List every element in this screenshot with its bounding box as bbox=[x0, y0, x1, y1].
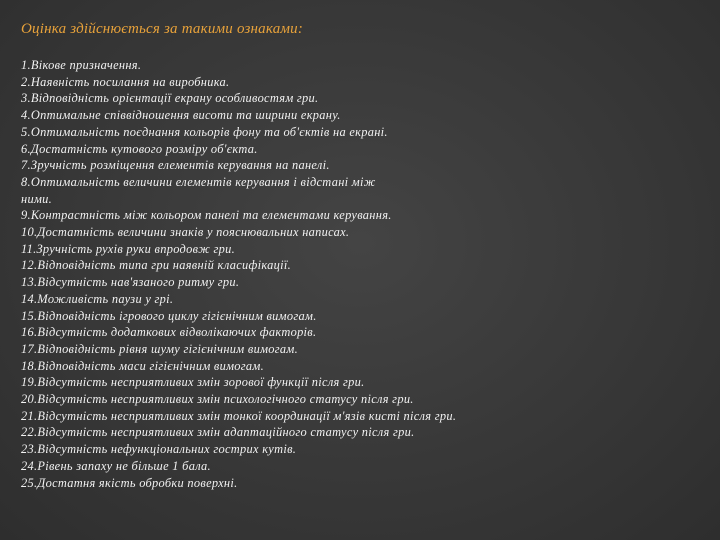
list-item: 1.Вікове призначення. bbox=[21, 58, 142, 72]
list-item: 14.Можливість паузи у грі. bbox=[21, 291, 174, 306]
list-item: 9.Контрастність між кольором панелі та елементами керування. bbox=[21, 208, 392, 223]
list-item: 6.Достатність кутового розміру об'єкта. bbox=[21, 141, 258, 156]
list-item: 2.Наявність посилання на виробника. bbox=[21, 74, 230, 89]
list-item: 19.Відсутність несприятливих змін зорової функції після гри. bbox=[21, 375, 365, 390]
list-item: 8.Оптимальність величини елементів керування і відстані між bbox=[21, 174, 376, 189]
list-item: ними. bbox=[21, 191, 53, 206]
list-item: 24.Рівень запаху не більше 1 бала. bbox=[21, 458, 211, 473]
list-item: 3.Відповідність орієнтації екрану особливостям гри. bbox=[21, 91, 319, 106]
list-item: 20.Відсутність несприятливих змін психологічного статусу після гри. bbox=[21, 392, 414, 407]
list-item: 12.Відповідність типа гри наявній класифікації. bbox=[21, 258, 292, 273]
list-item: 23.Відсутність нефункціональних гострих кутів. bbox=[21, 442, 297, 457]
list-item: 11.Зручність рухів руки впродовж гри. bbox=[21, 241, 236, 256]
list-item: 5.Оптимальність поєднання кольорів фону та об'єктів на екрані. bbox=[21, 124, 388, 139]
list-item: 17.Відповідність рівня шуму гігієнічним вимогам. bbox=[21, 341, 299, 356]
list-item: 21.Відсутність несприятливих змін тонкої координації м'язів кисті після гри. bbox=[21, 408, 457, 423]
list-item: 16.Відсутність додаткових відволікаючих факторів. bbox=[21, 325, 317, 340]
slide-title: Оцінка здійснюється за такими ознаками: bbox=[21, 21, 304, 37]
list-item: 25.Достатня якість обробки поверхні. bbox=[21, 475, 238, 490]
list-item: 13.Відсутність нав'язаного ритму гри. bbox=[21, 275, 240, 290]
list-item: 4.Оптимальне співвідношення висоти та ширини екрану. bbox=[21, 108, 341, 123]
criteria-list bbox=[21, 57, 720, 491]
list-item: 15.Відповідність ігрового циклу гігієнічним вимогам. bbox=[21, 308, 317, 323]
list-item: 18.Відповідність маси гігієнічним вимогам. bbox=[21, 358, 265, 373]
list-item: 10.Достатність величини знаків у пояснювальних написах. bbox=[21, 225, 350, 240]
list-item: 22.Відсутність несприятливих змін адаптаційного статусу після гри. bbox=[21, 425, 415, 440]
list-item: 7.Зручність розміщення елементів керування на панелі. bbox=[21, 158, 330, 173]
